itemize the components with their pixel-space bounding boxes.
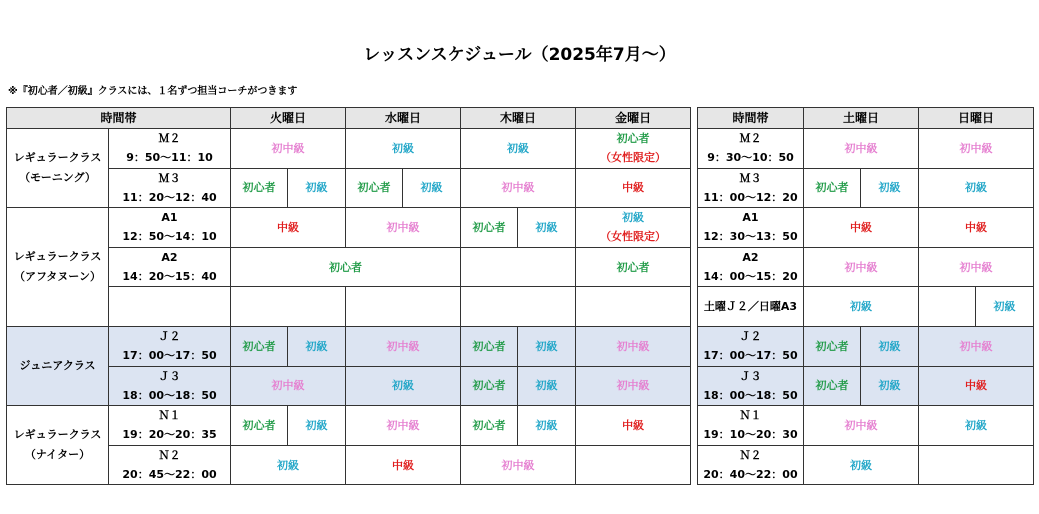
header-tuesday: 火曜日 <box>231 108 346 129</box>
lesson-cell: 初級 <box>288 406 346 446</box>
time-n2: Ｎ２ 20：40〜22：00 <box>698 445 804 485</box>
lesson-cell: 初級 <box>804 287 919 327</box>
lesson-cell: 初級 <box>804 445 919 485</box>
table-row <box>7 247 691 287</box>
lesson-cell: 初級 <box>346 129 461 169</box>
lesson-cell: 初級 <box>288 326 346 366</box>
header-timeslot: 時間帯 <box>698 108 804 129</box>
time-n2: Ｎ２ 20：45〜22：00 <box>109 445 231 485</box>
header-timeslot: 時間帯 <box>7 108 231 129</box>
lesson-cell: 初級 <box>518 326 576 366</box>
lesson-cell: 初心者 <box>576 247 691 287</box>
lesson-cell: 初級 <box>231 445 346 485</box>
lesson-cell: 初心者 <box>804 168 861 208</box>
table-row <box>698 406 1034 446</box>
header-saturday: 土曜日 <box>804 108 919 129</box>
lesson-cell: 初心者 <box>231 168 288 208</box>
lesson-cell: 初中級 <box>919 129 1034 169</box>
empty-cell <box>461 247 576 287</box>
lesson-cell: 初級 <box>861 168 919 208</box>
lesson-cell: 初中級 <box>231 366 346 406</box>
lesson-cell: 初中級 <box>346 208 461 248</box>
table-row <box>7 366 691 406</box>
table-row <box>698 366 1034 406</box>
table-row <box>698 287 1034 327</box>
lesson-cell: 中級 <box>576 406 691 446</box>
time-a1: A1 12：30〜13：50 <box>698 208 804 248</box>
lesson-cell: 中級 <box>919 208 1034 248</box>
lesson-cell: 中級 <box>231 208 346 248</box>
lesson-cell: 初級 <box>403 168 461 208</box>
lesson-cell: 初心者 （女性限定） <box>576 129 691 169</box>
time-j3: Ｊ３ 18：00〜18：50 <box>109 366 231 406</box>
lesson-cell: 初級 <box>861 326 919 366</box>
table-row <box>698 247 1034 287</box>
time-m3: Ｍ３ 11：20〜12：40 <box>109 168 231 208</box>
lesson-cell: 初心者 <box>461 366 518 406</box>
lesson-cell: 初級 <box>861 366 919 406</box>
time-n1: Ｎ１ 19：20〜20：35 <box>109 406 231 446</box>
lesson-cell: 初心者 <box>804 366 861 406</box>
coach-note: ※『初心者／初級』クラスには、１名ずつ担当コーチがつきます <box>8 86 298 97</box>
time-a1: A1 12：50〜14：10 <box>109 208 231 248</box>
table-row <box>698 445 1034 485</box>
table-row <box>698 326 1034 366</box>
lesson-cell: 初中級 <box>919 326 1034 366</box>
class-junior: ジュニアクラス <box>7 326 109 405</box>
time-a2: A2 14：00〜15：20 <box>698 247 804 287</box>
time-m2: Ｍ２ 9：50〜11：10 <box>109 129 231 169</box>
lesson-cell: 中級 <box>576 168 691 208</box>
header-row <box>7 108 691 129</box>
lesson-cell: 中級 <box>804 208 919 248</box>
lesson-cell: 初級 <box>346 366 461 406</box>
lesson-cell: 初中級 <box>346 406 461 446</box>
lesson-cell: 初級 <box>518 208 576 248</box>
header-sunday: 日曜日 <box>919 108 1034 129</box>
empty-cell <box>461 287 576 327</box>
lesson-cell: 初級 <box>518 406 576 446</box>
table-row <box>698 168 1034 208</box>
lesson-cell: 初級 <box>518 366 576 406</box>
lesson-cell: 初中級 <box>804 247 919 287</box>
lesson-cell: 初中級 <box>576 366 691 406</box>
table-row <box>7 129 691 169</box>
header-wednesday: 水曜日 <box>346 108 461 129</box>
lesson-cell: 初心者 <box>461 406 518 446</box>
time-j3: Ｊ３ 18：00〜18：50 <box>698 366 804 406</box>
lesson-cell: 初級 （女性限定） <box>576 208 691 248</box>
lesson-cell: 初中級 <box>804 129 919 169</box>
lesson-cell: 初中級 <box>576 326 691 366</box>
table-row <box>698 208 1034 248</box>
time-extra: 土曜Ｊ２／日曜A3 <box>698 287 804 327</box>
weekday-schedule-table <box>6 107 691 485</box>
empty-cell <box>576 287 691 327</box>
table-row <box>7 445 691 485</box>
lesson-cell: 初心者 <box>461 326 518 366</box>
empty-cell <box>576 445 691 485</box>
header-row <box>698 108 1034 129</box>
lesson-cell: 初中級 <box>919 247 1034 287</box>
class-morning: レギュラークラス （モーニング） <box>7 129 109 208</box>
lesson-cell: 初中級 <box>461 168 576 208</box>
lesson-cell: 初中級 <box>231 129 346 169</box>
lesson-cell: 初級 <box>919 168 1034 208</box>
class-afternoon: レギュラークラス （アフタヌーン） <box>7 208 109 327</box>
lesson-cell: 中級 <box>919 366 1034 406</box>
time-j2: Ｊ２ 17：00〜17：50 <box>698 326 804 366</box>
header-friday: 金曜日 <box>576 108 691 129</box>
lesson-cell: 初級 <box>461 129 576 169</box>
lesson-cell: 初心者 <box>461 208 518 248</box>
weekend-schedule-table <box>697 107 1034 485</box>
table-row <box>698 129 1034 169</box>
lesson-cell: 初中級 <box>346 326 461 366</box>
table-row <box>7 208 691 248</box>
lesson-cell: 初中級 <box>804 406 919 446</box>
empty-cell <box>231 287 346 327</box>
empty-cell <box>346 287 461 327</box>
time-a2: A2 14：20〜15：40 <box>109 247 231 287</box>
time-j2: Ｊ２ 17：00〜17：50 <box>109 326 231 366</box>
table-row <box>7 406 691 446</box>
lesson-cell: 初心者 <box>804 326 861 366</box>
header-thursday: 木曜日 <box>461 108 576 129</box>
table-row <box>7 168 691 208</box>
lesson-cell: 初中級 <box>461 445 576 485</box>
time-m3: Ｍ３ 11：00〜12：20 <box>698 168 804 208</box>
lesson-cell: 初級 <box>288 168 346 208</box>
lesson-cell: 中級 <box>346 445 461 485</box>
lesson-cell: 初級 <box>976 287 1034 327</box>
empty-cell <box>109 287 231 327</box>
table-row <box>7 326 691 366</box>
table-row <box>7 287 691 327</box>
empty-cell <box>919 445 1034 485</box>
page-title: レッスンスケジュール（2025年7月〜） <box>363 45 676 65</box>
lesson-cell: 初心者 <box>231 406 288 446</box>
empty-cell <box>919 287 976 327</box>
lesson-cell: 初心者 <box>346 168 403 208</box>
class-nighter: レギュラークラス （ナイター） <box>7 406 109 485</box>
time-m2: Ｍ２ 9：30〜10：50 <box>698 129 804 169</box>
lesson-cell: 初心者 <box>231 247 461 287</box>
lesson-cell: 初級 <box>919 406 1034 446</box>
time-n1: Ｎ１ 19：10〜20：30 <box>698 406 804 446</box>
lesson-cell: 初心者 <box>231 326 288 366</box>
